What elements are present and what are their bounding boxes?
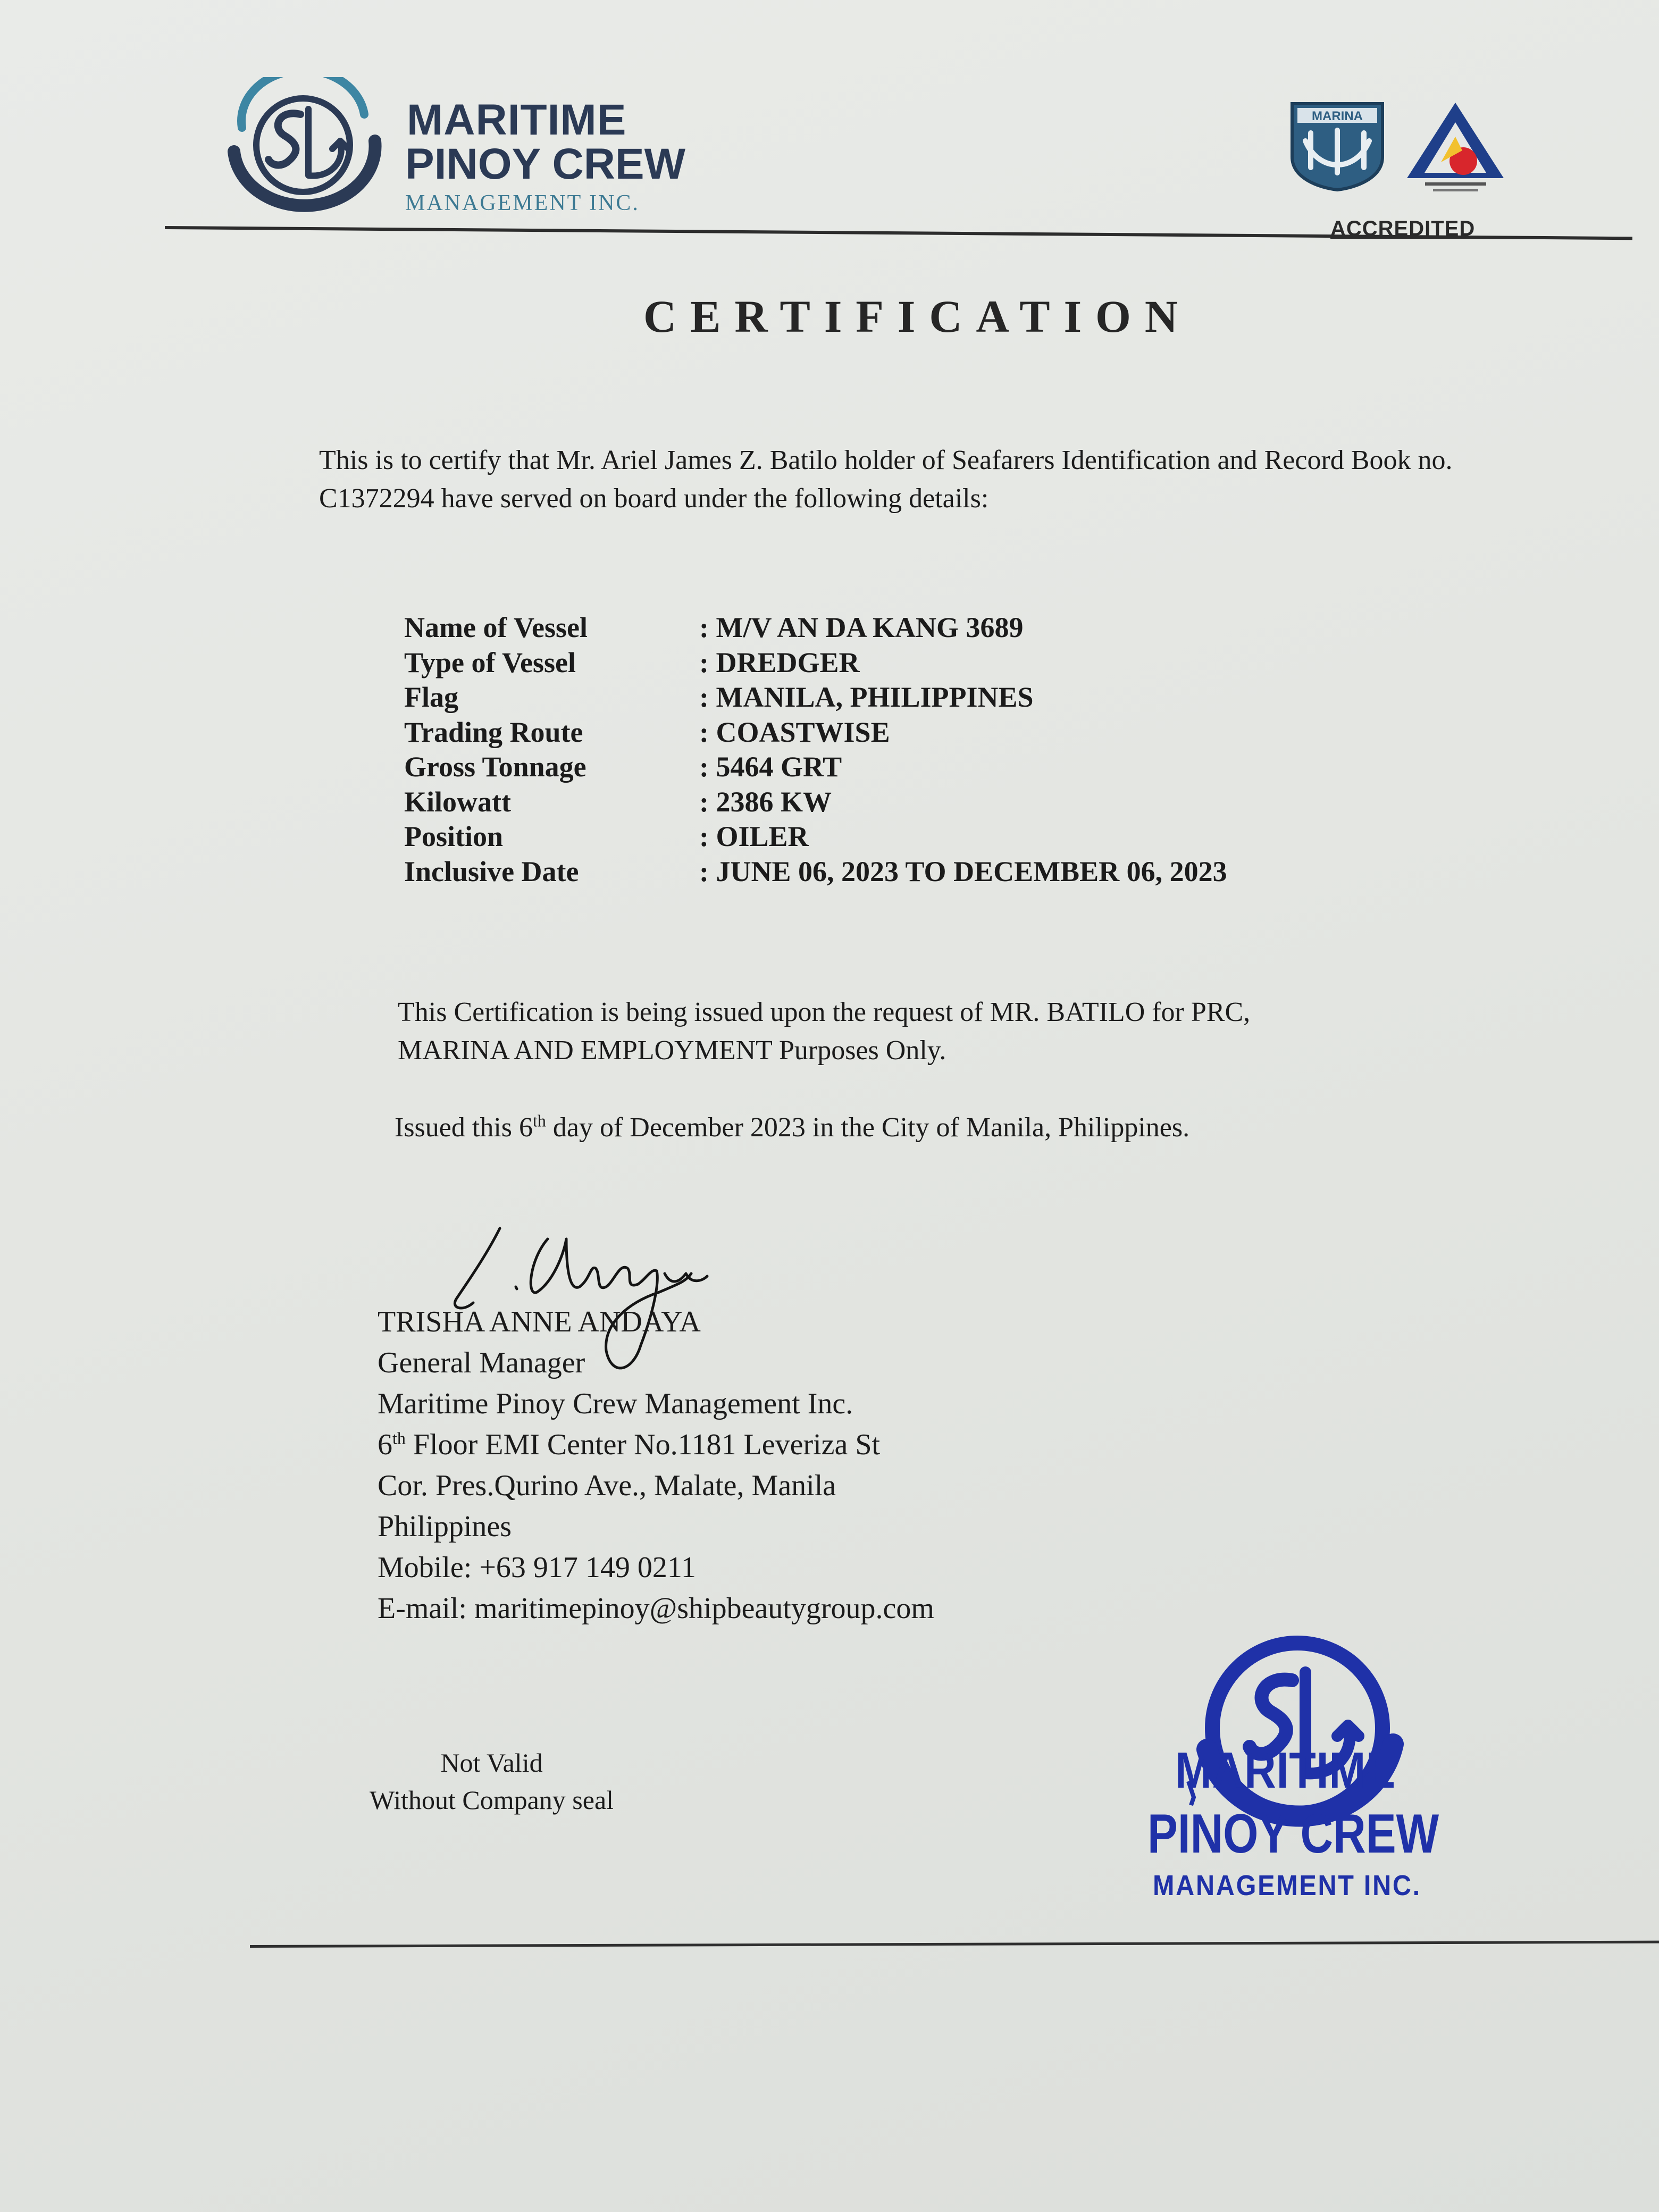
detail-row bbox=[404, 750, 1227, 785]
document-title: CERTIFICATION bbox=[643, 291, 1192, 342]
detail-label: Name of Vessel bbox=[404, 611, 588, 643]
detail-label: Gross Tonnage bbox=[404, 751, 586, 783]
signatory-address-line bbox=[378, 1425, 934, 1465]
detail-value: : DREDGER bbox=[699, 646, 860, 678]
issued-ordinal: th bbox=[533, 1111, 546, 1130]
address-street: Floor EMI Center No.1181 Leveriza St bbox=[405, 1428, 881, 1461]
address-floor-number: 6 bbox=[378, 1428, 392, 1461]
detail-label: Trading Route bbox=[404, 716, 583, 748]
signatory-email: E-mail: maritimepinoy@shipbeautygroup.com bbox=[378, 1592, 934, 1625]
request-line: MARINA AND EMPLOYMENT Purposes Only. bbox=[398, 1035, 946, 1066]
intro-paragraph: This is to certify that Mr. Ariel James Z. Batilo holder of Seafarers Identification and Record Book no. C1372294 have served on board under the following details: bbox=[319, 445, 1453, 514]
detail-row bbox=[404, 854, 1227, 890]
seal-text-line3: MANAGEMENT INC. bbox=[1153, 1870, 1421, 1901]
detail-value: : 2386 KW bbox=[699, 785, 832, 818]
detail-value: : M/V AN DA KANG 3689 bbox=[699, 611, 1024, 643]
detail-label: Kilowatt bbox=[404, 785, 511, 818]
marina-badge-icon bbox=[1287, 98, 1388, 191]
address-floor-ordinal: th bbox=[392, 1428, 406, 1448]
detail-value: : OILER bbox=[699, 820, 809, 852]
seal-text-line2: PINOY CREW bbox=[1147, 1803, 1439, 1865]
detail-value: : 5464 GRT bbox=[699, 751, 842, 783]
signatory-address-line: Philippines bbox=[378, 1510, 512, 1543]
detail-row bbox=[404, 610, 1227, 646]
detail-label: Flag bbox=[404, 681, 458, 713]
brand-name-line2: PINOY CREW bbox=[405, 140, 685, 188]
brand-name-line1: MARITIME bbox=[407, 96, 627, 144]
detail-row bbox=[404, 715, 1227, 750]
detail-row bbox=[404, 680, 1227, 715]
detail-label: Inclusive Date bbox=[404, 855, 579, 887]
vessel-details-table bbox=[404, 610, 1227, 889]
detail-value: : MANILA, PHILIPPINES bbox=[699, 681, 1034, 713]
company-logo-icon bbox=[221, 77, 386, 215]
signatory-mobile: Mobile: +63 917 149 0211 bbox=[378, 1551, 696, 1584]
dole-logo-icon bbox=[1404, 98, 1507, 197]
issued-statement bbox=[395, 1109, 1189, 1147]
signatory-block bbox=[378, 1302, 934, 1629]
brand-name-line3: MANAGEMENT INC. bbox=[405, 191, 640, 215]
signatory-address-line: Cor. Pres.Qurino Ave., Malate, Manila bbox=[378, 1469, 836, 1502]
request-paragraph bbox=[398, 993, 1541, 1070]
not-valid-line: Without Company seal bbox=[370, 1785, 614, 1815]
detail-label: Type of Vessel bbox=[404, 646, 576, 678]
issued-suffix: day of December 2023 in the City of Manila, Philippines. bbox=[546, 1112, 1190, 1143]
accredited-label: ACCREDITED bbox=[1330, 217, 1476, 240]
detail-row bbox=[404, 646, 1227, 681]
detail-row bbox=[404, 819, 1227, 854]
signatory-company: Maritime Pinoy Crew Management Inc. bbox=[378, 1387, 853, 1420]
footer-divider bbox=[250, 1941, 1659, 1948]
detail-value: : COASTWISE bbox=[699, 716, 890, 748]
request-line: This Certification is being issued upon the request of MR. BATILO for PRC, bbox=[398, 997, 1251, 1027]
detail-label: Position bbox=[404, 820, 504, 852]
signatory-name: TRISHA ANNE ANDAYA bbox=[378, 1305, 701, 1338]
detail-value: : JUNE 06, 2023 TO DECEMBER 06, 2023 bbox=[699, 855, 1227, 887]
seal-text-line1: MARITIME bbox=[1175, 1742, 1396, 1799]
not-valid-line: Not Valid bbox=[440, 1748, 543, 1778]
signatory-position: General Manager bbox=[378, 1346, 585, 1379]
issued-prefix: Issued this 6 bbox=[395, 1112, 533, 1143]
detail-row bbox=[404, 785, 1227, 820]
not-valid-note bbox=[370, 1744, 614, 1819]
marina-badge-text: MARINA bbox=[1312, 109, 1363, 123]
